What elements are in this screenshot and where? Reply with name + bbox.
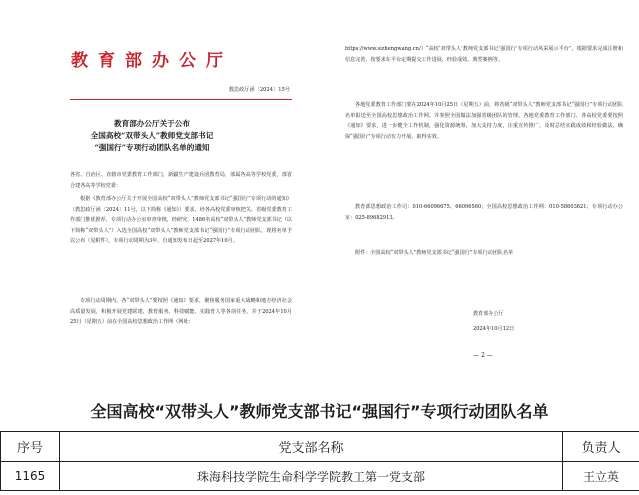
header-person-in-charge: 负责人: [563, 432, 639, 462]
header-branch-name: 党支部名称: [60, 432, 563, 462]
signature-issuer: 教育部办公厅: [473, 311, 504, 317]
cell-branch-name: 珠海科技学院生命科学学院教工第一党支部: [60, 462, 563, 491]
notice-attachment: 附件：全国高校“双带头人”教师党支部书记“强国行”专项行动团队名单: [355, 250, 514, 256]
signature-date: 2024年10月12日: [473, 326, 515, 332]
notice-title-line-1: 教育部办公厅关于公布: [114, 119, 190, 128]
roster-title: 全国高校“双带头人”教师党支部书记“强国行”专项行动团队名单: [90, 402, 549, 421]
roster-table: [0, 431, 639, 491]
notice-body-paragraph-3: https://www.sizhengwang.cn/）“高校‘双带头人’教师党支部书记‘强国行’专项行动风采展示平台”，根据要求完成注册和信息完善，按要求在平台定期提交工作进展、经验成效、典型案例等。: [345, 46, 623, 63]
notice-contacts: 教育部思想政治工作司：010-66096675、66096560；全国高校思想政治工作网：010-58603621；专项行动办公室：025-89682913。: [345, 204, 623, 221]
notice-body-paragraph-1: 根据《教育部办公厅关于开展全国高校“双带头人”教师党支部书记“强国行”专项行动的通知》（教思政厅函〔2024〕11号，以下简称《通知》）要求，经各高校党委审核把关、省级党委教育工作部门推优推荐、专项行动办公室审查审核，经研究，1486名高校“双带头人”教师党支部书记（以下简称“双带头人”）入选全国高校“双带头人”教师党支部书记“强国行”专项行动团队，现将名单予以公布（见附件）。专项行动周期为3年，自通知发布日起至2027年10月。: [70, 196, 292, 244]
notice-title-line-2: 全国高校“双带头人”教师党支部书记: [90, 131, 214, 140]
notice-body-paragraph-2: 专项行动周期内，各“双带头人”要按照《通知》要求，聚焦服务国家重大战略和地方经济社会高质量发展，积极开展党建联建、教育服务、科技赋能、实践育人等各项任务，并于2024年10月25日（星期五）前在全国高校思想政治工作网（网址：: [70, 298, 292, 325]
table-row: [1, 462, 639, 491]
page-number: — 2 —: [473, 352, 493, 359]
notice-page-right: [333, 8, 633, 358]
cell-serial-number: 1165: [1, 462, 60, 491]
notice-page-left: [6, 8, 298, 358]
roster-header-row: [1, 432, 639, 462]
notice-title-line-3: “强国行”专项行动团队名单的通知: [94, 143, 210, 152]
issuer-header: 教育部办公厅: [71, 51, 233, 71]
document-number: 教思政厅函〔2024〕15号: [228, 87, 290, 93]
header-serial-number: 序号: [1, 432, 60, 462]
red-divider-line: [70, 99, 292, 100]
notice-body-paragraph-4: 各地党委教育工作部门要在2024年10月25日（星期五）前，将省级“双带头人”教师党支部书记“强国行”专项行动团队名单报送至全国高校思想政治工作网。并参照全国做法加强省级团队的管理。各地党委教育工作部门、各高校党委要按照《通知》要求，进一步健全工作机制，强化资源统筹，加大支持力度，注重宣传推广，及时总结实践成效和经验做法，确保“强国行”专项行动有力开展、取得实效。: [345, 102, 623, 140]
cell-person-in-charge: 王立英: [563, 462, 639, 491]
notice-recipients: 各省、自治区、直辖市党委教育工作部门，新疆生产建设兵团教育局，部属各高等学校党委，部省合建各高等学校党委：: [70, 172, 292, 189]
